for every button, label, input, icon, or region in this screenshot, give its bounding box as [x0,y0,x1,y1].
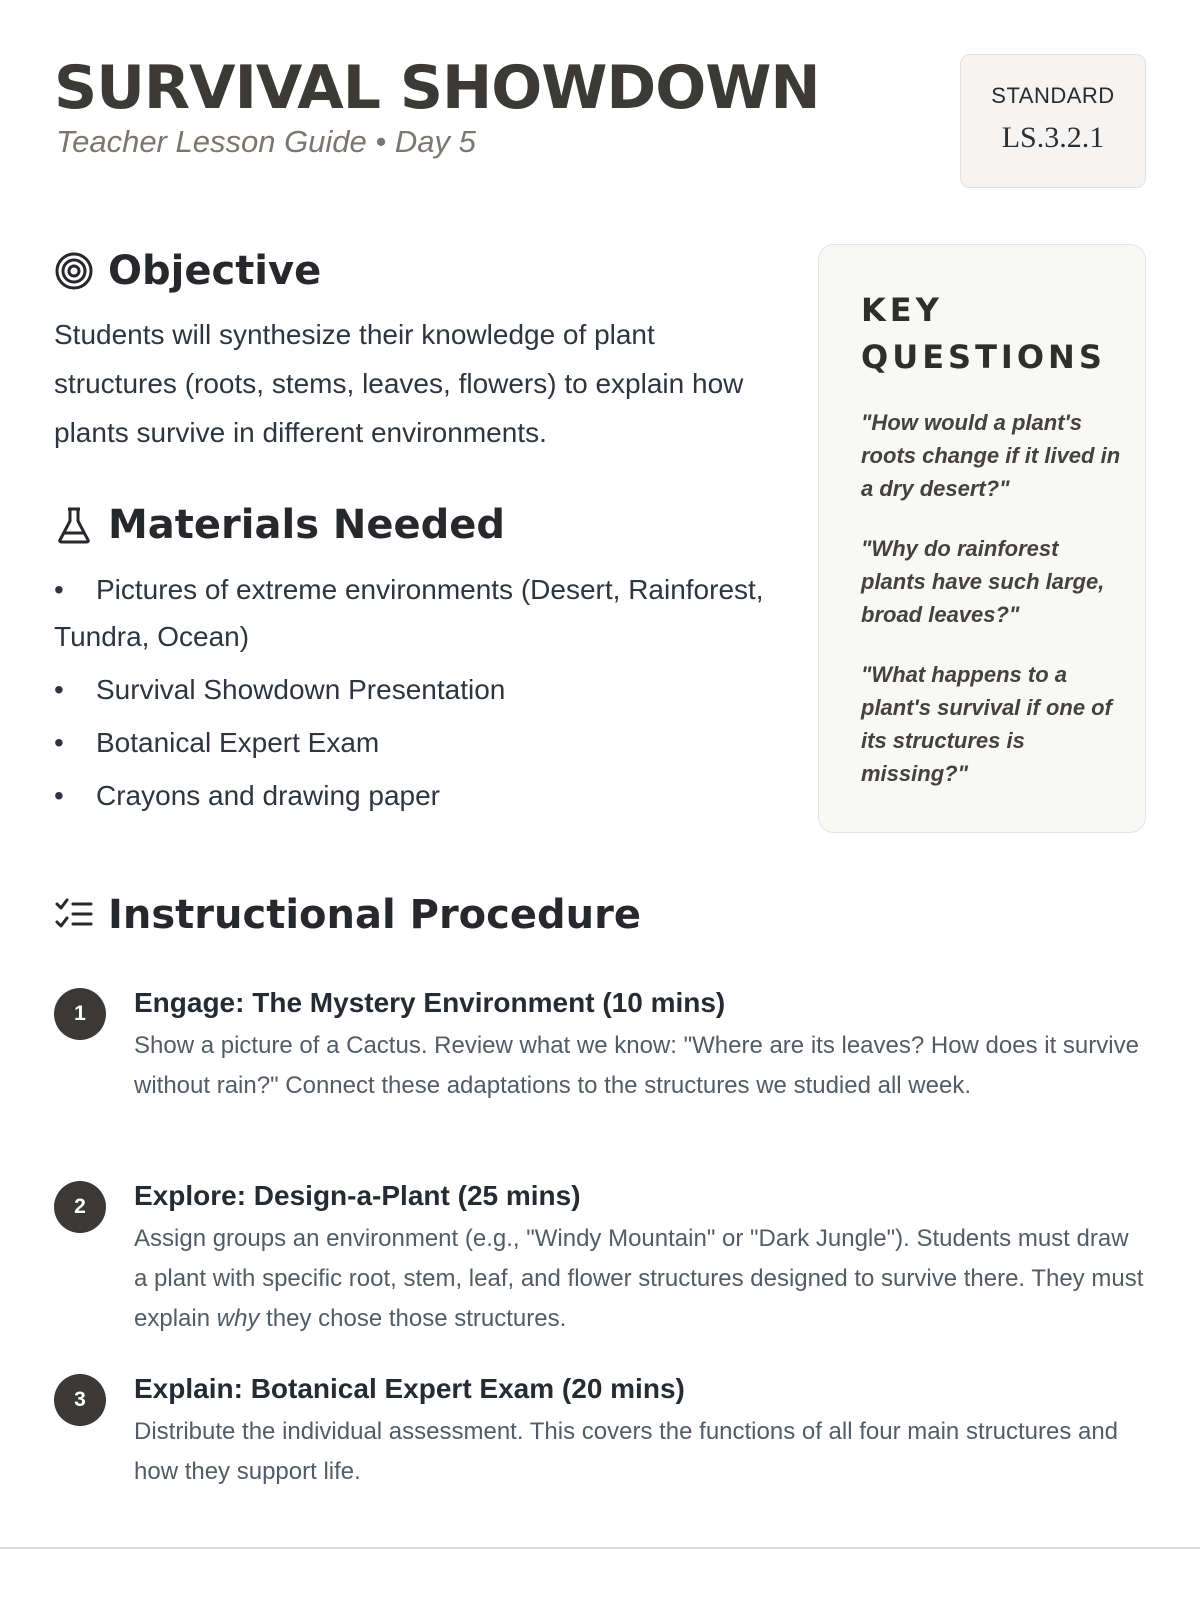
step-description-part: they chose those structures. [259,1305,567,1332]
list-item [54,666,774,713]
objective-text: Students will synthesize their knowledge of plant structures (roots, stems, leaves, flowers) to explain how plants survive in different environments. [54,319,744,448]
procedure-title: Instructional Procedure [108,892,641,938]
standard-label: STANDARD [991,83,1115,108]
material-text: Survival Showdown Presentation [96,674,506,705]
key-questions-card [818,244,1146,833]
standard-badge [960,54,1146,188]
bullet: • [54,574,64,605]
material-text: Pictures of extreme environments (Desert, Rainforest, Tundra, Ocean) [54,574,764,652]
key-question: "How would a plant's roots change if it lived in a dry desert?" [861,410,1121,501]
list-item [54,566,774,660]
list-item [54,772,774,819]
bullet: • [54,674,64,705]
step-title: Explore: Design-a-Plant (25 mins) [134,1180,581,1211]
checklist-icon [54,895,94,935]
key-question: "Why do rainforest plants have such large, broad leaves?" [861,536,1105,627]
procedure-heading [54,892,641,938]
key-question: "What happens to a plant's survival if one of its structures is missing?" [861,662,1112,786]
objective-heading [54,248,321,294]
step-description-emphasis: why [216,1305,260,1332]
material-text: Botanical Expert Exam [96,727,380,758]
flask-icon [54,505,94,545]
step-title: Engage: The Mystery Environment (10 mins) [134,987,726,1018]
standard-code: LS.3.2.1 [1001,121,1105,154]
materials-heading [54,502,505,548]
step-number: 2 [54,1181,106,1233]
objective-title: Objective [108,248,322,294]
materials-title: Materials Needed [108,502,506,548]
step-description: Distribute the individual assessment. This covers the functions of all four main structures and how they support life. [134,1418,1119,1485]
key-questions-title: KEY QUESTIONS [861,291,1106,376]
bullet: • [54,780,64,811]
page-title: SURVIVAL SHOWDOWN [54,53,820,123]
step-title: Explain: Botanical Expert Exam (20 mins) [134,1373,685,1404]
step-description-part: Assign groups an environment (e.g., "Windy Mountain" or "Dark Jungle"). Students must draw a plant with specific root, stem, leaf, and flower structures designed to survive there. They must explain [134,1225,1144,1332]
page-subtitle: Teacher Lesson Guide • Day 5 [56,124,476,159]
list-item [54,719,774,766]
step-number: 1 [54,988,106,1040]
bullet: • [54,727,64,758]
footer-divider [0,1547,1200,1549]
material-text: Crayons and drawing paper [96,780,440,811]
target-icon [54,251,94,291]
step-number: 3 [54,1374,106,1426]
step-description: Show a picture of a Cactus. Review what we know: "Where are its leaves? How does it survive without rain?" Connect these adaptations to the structures we studied all week. [134,1032,1139,1099]
step-description [134,1219,1146,1339]
materials-list [54,566,774,825]
